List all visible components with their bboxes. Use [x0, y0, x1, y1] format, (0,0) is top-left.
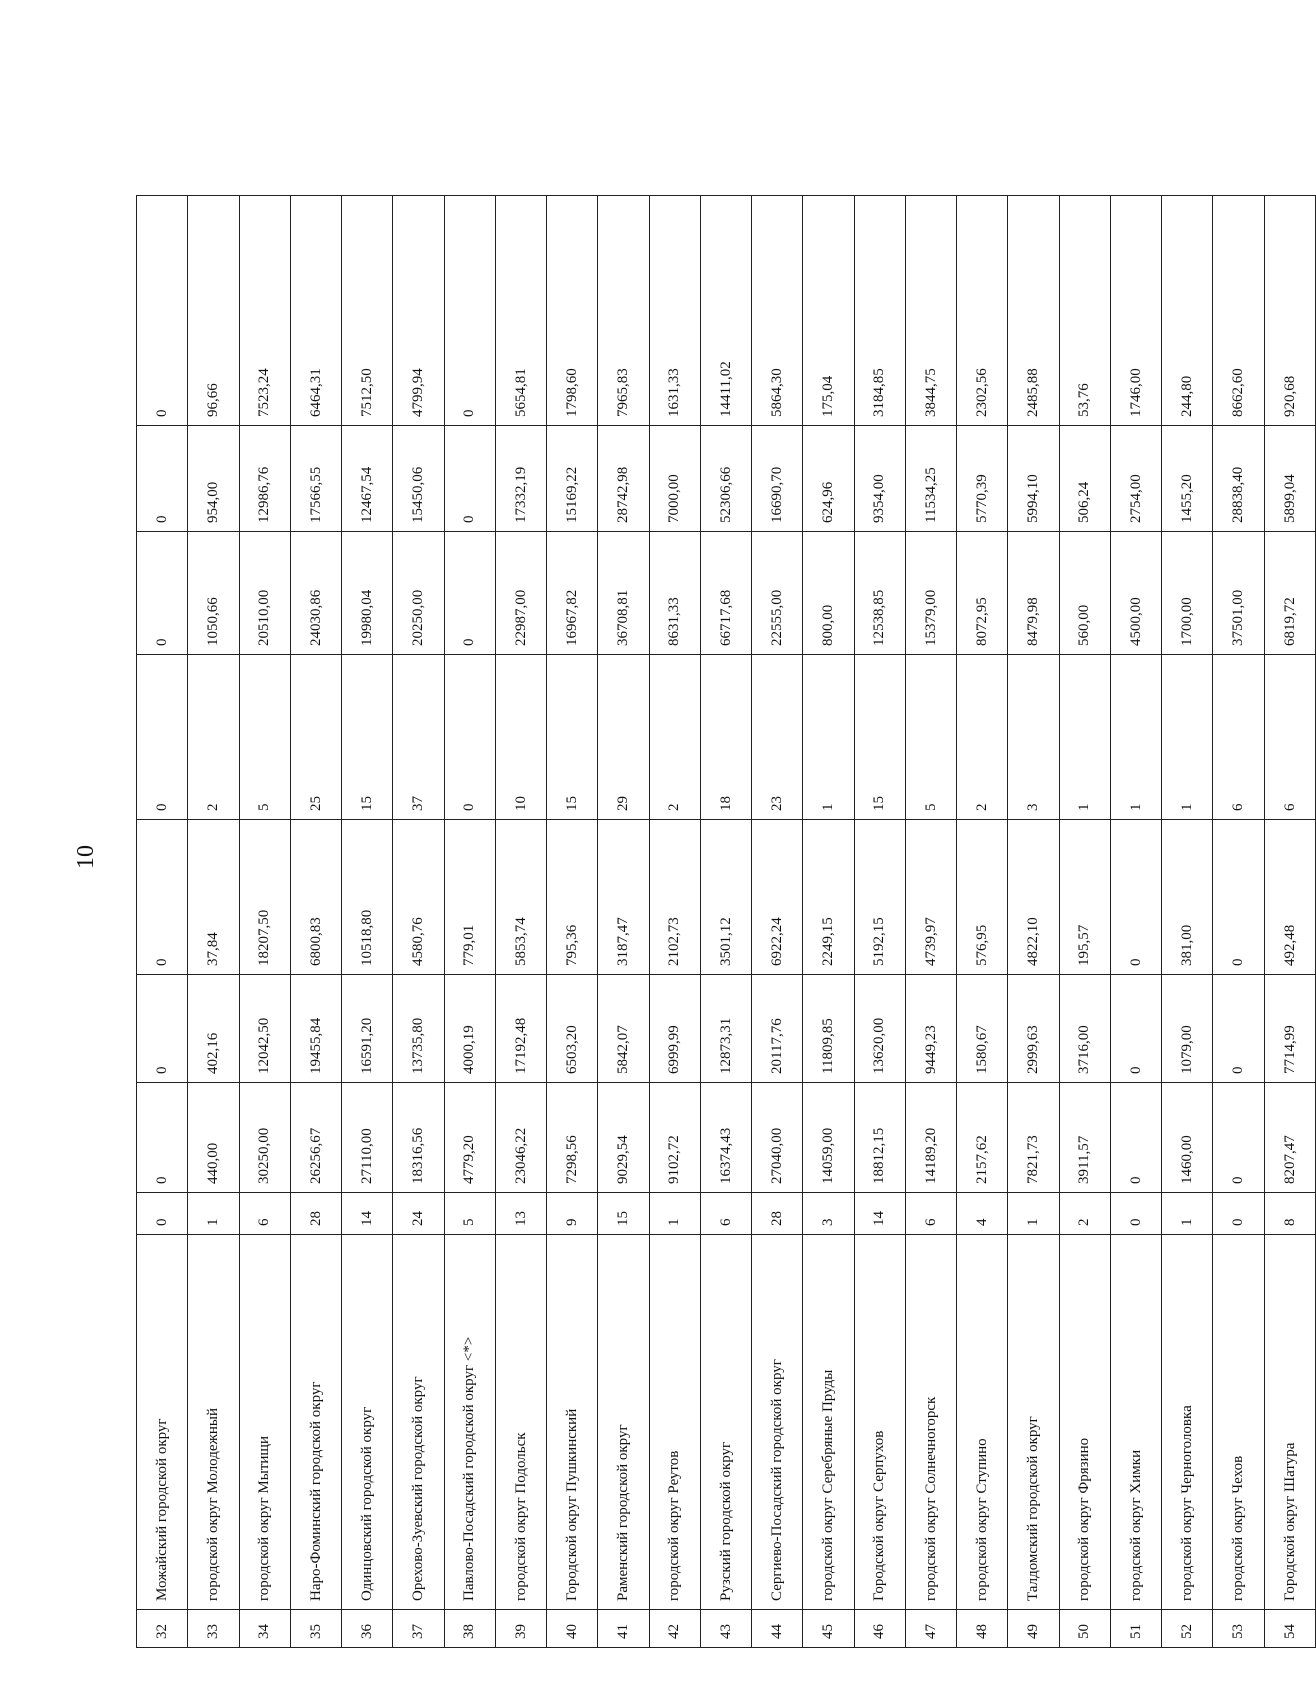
row-number-cell: 35	[290, 1610, 341, 1648]
value-cell: 800,00	[803, 532, 854, 655]
value-cell: 0	[137, 1083, 188, 1193]
value-cell: 9354,00	[854, 426, 905, 532]
value-cell: 506,24	[1059, 426, 1110, 532]
row-number-cell: 47	[905, 1610, 956, 1648]
value-cell: 0	[137, 820, 188, 975]
table-row	[700, 196, 751, 1648]
value-cell: 9029,54	[598, 1083, 649, 1193]
value-cell: 0	[444, 426, 495, 532]
district-name-cell: городской округ Молодежный	[188, 1235, 239, 1610]
value-cell: 16374,43	[700, 1083, 751, 1193]
page-number: 10	[73, 845, 99, 869]
value-cell: 4779,20	[444, 1083, 495, 1193]
table-row	[1110, 196, 1161, 1648]
value-cell: 22555,00	[752, 532, 803, 655]
row-number-cell: 33	[188, 1610, 239, 1648]
table-row	[290, 196, 341, 1648]
table-row	[393, 196, 444, 1648]
value-cell: 1798,60	[547, 196, 598, 426]
value-cell: 0	[137, 655, 188, 820]
table-row	[137, 196, 188, 1648]
value-cell: 6922,24	[752, 820, 803, 975]
district-name-cell: Можайский городской округ	[137, 1235, 188, 1610]
value-cell: 0	[1213, 1193, 1264, 1235]
value-cell: 12873,31	[700, 975, 751, 1083]
value-cell: 779,01	[444, 820, 495, 975]
value-cell: 1	[188, 1193, 239, 1235]
district-name-cell: Талдомский городской округ	[1008, 1235, 1059, 1610]
value-cell: 14411,02	[700, 196, 751, 426]
value-cell: 4500,00	[1110, 532, 1161, 655]
value-cell: 17566,55	[290, 426, 341, 532]
value-cell: 1	[803, 655, 854, 820]
row-number-cell: 44	[752, 1610, 803, 1648]
value-cell: 15	[598, 1193, 649, 1235]
district-name-cell: Павлово-Посадский городской округ <*>	[444, 1235, 495, 1610]
value-cell: 37,84	[188, 820, 239, 975]
value-cell: 3716,00	[1059, 975, 1110, 1083]
row-number-cell: 42	[649, 1610, 700, 1648]
value-cell: 7523,24	[239, 196, 290, 426]
value-cell: 11809,85	[803, 975, 854, 1083]
value-cell: 0	[137, 532, 188, 655]
value-cell: 2754,00	[1110, 426, 1161, 532]
value-cell: 9102,72	[649, 1083, 700, 1193]
value-cell: 4739,97	[905, 820, 956, 975]
value-cell: 0	[1110, 975, 1161, 1083]
table-row	[649, 196, 700, 1648]
value-cell: 36708,81	[598, 532, 649, 655]
value-cell: 0	[137, 426, 188, 532]
district-name-cell: Городской округ Шатура	[1264, 1235, 1316, 1610]
row-number-cell: 51	[1110, 1610, 1161, 1648]
data-table-container	[136, 196, 1316, 1648]
value-cell: 6800,83	[290, 820, 341, 975]
table-row	[598, 196, 649, 1648]
value-cell: 6819,72	[1264, 532, 1316, 655]
value-cell: 23046,22	[495, 1083, 546, 1193]
district-name-cell: городской округ Химки	[1110, 1235, 1161, 1610]
value-cell: 23	[752, 655, 803, 820]
value-cell: 3184,85	[854, 196, 905, 426]
row-number-cell: 43	[700, 1610, 751, 1648]
value-cell: 13	[495, 1193, 546, 1235]
value-cell: 2	[1059, 1193, 1110, 1235]
table-row	[1162, 196, 1213, 1648]
value-cell: 53,76	[1059, 196, 1110, 426]
value-cell: 6999,99	[649, 975, 700, 1083]
district-name-cell: Городской округ Пушкинский	[547, 1235, 598, 1610]
value-cell: 19455,84	[290, 975, 341, 1083]
value-cell: 5	[444, 1193, 495, 1235]
value-cell: 2102,73	[649, 820, 700, 975]
value-cell: 66717,68	[700, 532, 751, 655]
value-cell: 14189,20	[905, 1083, 956, 1193]
value-cell: 26256,67	[290, 1083, 341, 1193]
value-cell: 17332,19	[495, 426, 546, 532]
value-cell: 16591,20	[342, 975, 393, 1083]
table-row	[1059, 196, 1110, 1648]
value-cell: 10518,80	[342, 820, 393, 975]
value-cell: 9449,23	[905, 975, 956, 1083]
value-cell: 0	[137, 975, 188, 1083]
value-cell: 954,00	[188, 426, 239, 532]
value-cell: 1	[1162, 655, 1213, 820]
value-cell: 29	[598, 655, 649, 820]
value-cell: 3501,12	[700, 820, 751, 975]
district-name-cell: городской округ Солнечногорск	[905, 1235, 956, 1610]
value-cell: 1460,00	[1162, 1083, 1213, 1193]
row-number-cell: 38	[444, 1610, 495, 1648]
value-cell: 12986,76	[239, 426, 290, 532]
value-cell: 0	[444, 196, 495, 426]
value-cell: 1	[1008, 1193, 1059, 1235]
district-name-cell: городской округ Подольск	[495, 1235, 546, 1610]
table-row	[905, 196, 956, 1648]
table-row	[854, 196, 905, 1648]
value-cell: 0	[137, 1193, 188, 1235]
value-cell: 10	[495, 655, 546, 820]
value-cell: 175,04	[803, 196, 854, 426]
table-row	[803, 196, 854, 1648]
row-number-cell: 53	[1213, 1610, 1264, 1648]
value-cell: 560,00	[1059, 532, 1110, 655]
value-cell: 13735,80	[393, 975, 444, 1083]
value-cell: 5899,04	[1264, 426, 1316, 532]
value-cell: 0	[1213, 975, 1264, 1083]
value-cell: 1746,00	[1110, 196, 1161, 426]
value-cell: 15	[854, 655, 905, 820]
district-name-cell: городской округ Черноголовка	[1162, 1235, 1213, 1610]
row-number-cell: 37	[393, 1610, 444, 1648]
value-cell: 6	[1264, 655, 1316, 820]
value-cell: 1	[1059, 655, 1110, 820]
table-row	[547, 196, 598, 1648]
value-cell: 19980,04	[342, 532, 393, 655]
district-name-cell: городской округ Ступино	[957, 1235, 1008, 1610]
value-cell: 440,00	[188, 1083, 239, 1193]
value-cell: 18207,50	[239, 820, 290, 975]
value-cell: 2999,63	[1008, 975, 1059, 1083]
value-cell: 1580,67	[957, 975, 1008, 1083]
row-number-cell: 45	[803, 1610, 854, 1648]
row-number-cell: 34	[239, 1610, 290, 1648]
value-cell: 27040,00	[752, 1083, 803, 1193]
value-cell: 0	[1110, 1193, 1161, 1235]
value-cell: 0	[1110, 820, 1161, 975]
value-cell: 6	[700, 1193, 751, 1235]
value-cell: 1455,20	[1162, 426, 1213, 532]
value-cell: 18	[700, 655, 751, 820]
value-cell: 14	[342, 1193, 393, 1235]
district-name-cell: городской округ Реутов	[649, 1235, 700, 1610]
value-cell: 5192,15	[854, 820, 905, 975]
value-cell: 381,00	[1162, 820, 1213, 975]
value-cell: 3911,57	[1059, 1083, 1110, 1193]
value-cell: 24030,86	[290, 532, 341, 655]
value-cell: 4	[957, 1193, 1008, 1235]
value-cell: 5654,81	[495, 196, 546, 426]
value-cell: 37	[393, 655, 444, 820]
value-cell: 27110,00	[342, 1083, 393, 1193]
value-cell: 4000,19	[444, 975, 495, 1083]
value-cell: 2	[649, 655, 700, 820]
value-cell: 402,16	[188, 975, 239, 1083]
row-number-cell: 48	[957, 1610, 1008, 1648]
row-number-cell: 32	[137, 1610, 188, 1648]
value-cell: 0	[444, 655, 495, 820]
value-cell: 30250,00	[239, 1083, 290, 1193]
value-cell: 15	[547, 655, 598, 820]
value-cell: 3187,47	[598, 820, 649, 975]
value-cell: 0	[1213, 820, 1264, 975]
value-cell: 244,80	[1162, 196, 1213, 426]
value-cell: 6	[1213, 655, 1264, 820]
value-cell: 28	[752, 1193, 803, 1235]
value-cell: 3	[803, 1193, 854, 1235]
value-cell: 28	[290, 1193, 341, 1235]
district-name-cell: Городской округ Серпухов	[854, 1235, 905, 1610]
table-row	[1264, 196, 1316, 1648]
value-cell: 8207,47	[1264, 1083, 1316, 1193]
value-cell: 6	[239, 1193, 290, 1235]
value-cell: 7000,00	[649, 426, 700, 532]
value-cell: 795,36	[547, 820, 598, 975]
value-cell: 18316,56	[393, 1083, 444, 1193]
table-body	[137, 196, 1316, 1648]
district-name-cell: Рузский городской округ	[700, 1235, 751, 1610]
row-number-cell: 41	[598, 1610, 649, 1648]
value-cell: 1	[1110, 655, 1161, 820]
value-cell: 2302,56	[957, 196, 1008, 426]
value-cell: 1700,00	[1162, 532, 1213, 655]
row-number-cell: 49	[1008, 1610, 1059, 1648]
value-cell: 3844,75	[905, 196, 956, 426]
value-cell: 20510,00	[239, 532, 290, 655]
district-name-cell: городской округ Фрязино	[1059, 1235, 1110, 1610]
value-cell: 5	[905, 655, 956, 820]
value-cell: 3	[1008, 655, 1059, 820]
value-cell: 0	[1213, 1083, 1264, 1193]
value-cell: 8	[1264, 1193, 1316, 1235]
value-cell: 11534,25	[905, 426, 956, 532]
value-cell: 16690,70	[752, 426, 803, 532]
district-name-cell: Раменский городской округ	[598, 1235, 649, 1610]
row-number-cell: 36	[342, 1610, 393, 1648]
value-cell: 2	[188, 655, 239, 820]
value-cell: 12467,54	[342, 426, 393, 532]
district-name-cell: Сергиево-Посадский городской округ	[752, 1235, 803, 1610]
row-number-cell: 50	[1059, 1610, 1110, 1648]
table-row	[188, 196, 239, 1648]
value-cell: 15450,06	[393, 426, 444, 532]
value-cell: 7965,83	[598, 196, 649, 426]
value-cell: 12042,50	[239, 975, 290, 1083]
value-cell: 0	[137, 196, 188, 426]
value-cell: 15379,00	[905, 532, 956, 655]
district-name-cell: Орехово-Зуевский городской округ	[393, 1235, 444, 1610]
value-cell: 14059,00	[803, 1083, 854, 1193]
value-cell: 18812,15	[854, 1083, 905, 1193]
value-cell: 5864,30	[752, 196, 803, 426]
value-cell: 920,68	[1264, 196, 1316, 426]
table-row	[239, 196, 290, 1648]
value-cell: 5842,07	[598, 975, 649, 1083]
value-cell: 8479,98	[1008, 532, 1059, 655]
value-cell: 576,95	[957, 820, 1008, 975]
table-row	[1213, 196, 1264, 1648]
value-cell: 1050,66	[188, 532, 239, 655]
value-cell: 492,48	[1264, 820, 1316, 975]
data-table	[136, 195, 1316, 1648]
value-cell: 9	[547, 1193, 598, 1235]
value-cell: 7298,56	[547, 1083, 598, 1193]
value-cell: 52306,66	[700, 426, 751, 532]
value-cell: 28742,98	[598, 426, 649, 532]
value-cell: 7512,50	[342, 196, 393, 426]
value-cell: 96,66	[188, 196, 239, 426]
value-cell: 5853,74	[495, 820, 546, 975]
value-cell: 0	[1110, 1083, 1161, 1193]
value-cell: 6464,31	[290, 196, 341, 426]
value-cell: 2	[957, 655, 1008, 820]
value-cell: 8662,60	[1213, 196, 1264, 426]
value-cell: 0	[444, 532, 495, 655]
district-name-cell: городской округ Чехов	[1213, 1235, 1264, 1610]
value-cell: 2485,88	[1008, 196, 1059, 426]
value-cell: 1	[1162, 1193, 1213, 1235]
value-cell: 7714,99	[1264, 975, 1316, 1083]
value-cell: 4822,10	[1008, 820, 1059, 975]
district-name-cell: городской округ Мытищи	[239, 1235, 290, 1610]
value-cell: 28838,40	[1213, 426, 1264, 532]
value-cell: 8631,33	[649, 532, 700, 655]
row-number-cell: 46	[854, 1610, 905, 1648]
value-cell: 6	[905, 1193, 956, 1235]
value-cell: 5770,39	[957, 426, 1008, 532]
value-cell: 5994,10	[1008, 426, 1059, 532]
value-cell: 7821,73	[1008, 1083, 1059, 1193]
row-number-cell: 40	[547, 1610, 598, 1648]
value-cell: 15	[342, 655, 393, 820]
value-cell: 624,96	[803, 426, 854, 532]
district-name-cell: городской округ Серебряные Пруды	[803, 1235, 854, 1610]
value-cell: 12538,85	[854, 532, 905, 655]
value-cell: 25	[290, 655, 341, 820]
table-row	[495, 196, 546, 1648]
value-cell: 20117,76	[752, 975, 803, 1083]
value-cell: 2249,15	[803, 820, 854, 975]
row-number-cell: 52	[1162, 1610, 1213, 1648]
value-cell: 15169,22	[547, 426, 598, 532]
table-row	[444, 196, 495, 1648]
district-name-cell: Одинцовский городской округ	[342, 1235, 393, 1610]
value-cell: 8072,95	[957, 532, 1008, 655]
value-cell: 6503,20	[547, 975, 598, 1083]
value-cell: 1079,00	[1162, 975, 1213, 1083]
value-cell: 5	[239, 655, 290, 820]
value-cell: 13620,00	[854, 975, 905, 1083]
table-row	[957, 196, 1008, 1648]
row-number-cell: 39	[495, 1610, 546, 1648]
value-cell: 4799,94	[393, 196, 444, 426]
value-cell: 16967,82	[547, 532, 598, 655]
value-cell: 17192,48	[495, 975, 546, 1083]
value-cell: 195,57	[1059, 820, 1110, 975]
value-cell: 20250,00	[393, 532, 444, 655]
value-cell: 2157,62	[957, 1083, 1008, 1193]
value-cell: 22987,00	[495, 532, 546, 655]
value-cell: 24	[393, 1193, 444, 1235]
value-cell: 14	[854, 1193, 905, 1235]
value-cell: 1	[649, 1193, 700, 1235]
value-cell: 1631,33	[649, 196, 700, 426]
table-row	[752, 196, 803, 1648]
value-cell: 4580,76	[393, 820, 444, 975]
value-cell: 37501,00	[1213, 532, 1264, 655]
row-number-cell: 54	[1264, 1610, 1316, 1648]
table-row	[342, 196, 393, 1648]
table-row	[1008, 196, 1059, 1648]
district-name-cell: Наро-Фоминский городской округ	[290, 1235, 341, 1610]
